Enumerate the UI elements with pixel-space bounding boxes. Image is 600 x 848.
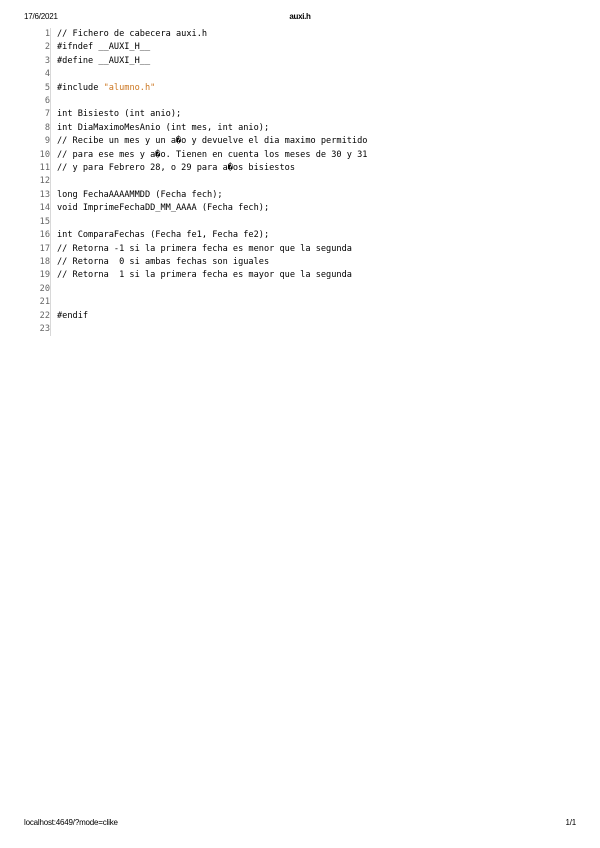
footer-page-number: 1/1	[565, 818, 576, 827]
code-row	[24, 108, 367, 121]
line-number: 15	[39, 216, 50, 227]
include-keyword: #include	[57, 82, 104, 93]
code-row	[24, 283, 367, 296]
line-number: 17	[39, 243, 50, 254]
code-text: // Fichero de cabecera auxi.h	[57, 29, 208, 39]
code-text: int DiaMaximoMesAnio (int mes, int anio);	[57, 122, 270, 133]
code-text-include	[57, 82, 367, 95]
code-text: // Retorna 1 si la primera fecha es mayor que la segunda	[57, 270, 352, 281]
code-text: #define __AUXI_H__	[57, 55, 151, 66]
line-number: 13	[39, 189, 50, 200]
code-body	[24, 28, 367, 336]
code-row	[24, 310, 367, 323]
line-number: 11	[39, 163, 50, 174]
code-table	[24, 28, 367, 336]
code-row	[24, 122, 367, 135]
code-row	[24, 162, 367, 175]
code-row	[24, 256, 367, 269]
line-number: 1	[44, 29, 50, 39]
code-row	[24, 41, 367, 54]
code-row	[24, 243, 367, 256]
line-number: 12	[39, 176, 50, 187]
code-row	[24, 149, 367, 162]
line-number: 5	[44, 82, 50, 93]
code-row	[24, 229, 367, 242]
code-text	[57, 283, 367, 296]
code-row	[24, 216, 367, 229]
code-row	[24, 296, 367, 309]
line-number: 20	[39, 283, 50, 294]
print-header	[24, 12, 576, 26]
code-text: // para ese mes y a�o. Tienen en cuenta los meses de 30 y 31	[57, 149, 368, 160]
code-text: long FechaAAAAMMDD (Fecha fech);	[57, 189, 223, 200]
code-text: #ifndef __AUXI_H__	[57, 42, 151, 53]
line-number: 7	[44, 109, 50, 120]
code-row	[24, 189, 367, 202]
print-footer	[24, 818, 576, 830]
code-text: int Bisiesto (int anio);	[57, 109, 182, 120]
line-number: 10	[39, 149, 50, 160]
document-title: auxi.h	[289, 12, 311, 21]
code-row	[24, 175, 367, 188]
line-number: 21	[39, 297, 50, 308]
line-number: 4	[44, 69, 50, 80]
code-row	[24, 95, 367, 108]
include-path: "alumno.h"	[103, 82, 156, 93]
line-number: 8	[44, 122, 50, 133]
code-row	[24, 55, 367, 68]
code-text	[57, 175, 367, 188]
code-listing	[24, 28, 576, 336]
code-row	[24, 68, 367, 81]
code-row	[24, 269, 367, 282]
code-text	[57, 323, 367, 336]
line-number: 23	[39, 323, 50, 334]
code-text: // Retorna -1 si la primera fecha es menor que la segunda	[57, 243, 352, 254]
code-text: // y para Febrero 28, o 29 para a�os bisiestos	[57, 163, 295, 174]
footer-url: localhost:4649/?mode=clike	[24, 818, 118, 827]
code-text: // Recibe un mes y un a�o y devuelve el dia maximo permitido	[57, 136, 368, 147]
line-number: 19	[39, 270, 50, 281]
line-number: 16	[39, 230, 50, 241]
code-text	[57, 68, 367, 81]
code-row	[24, 28, 367, 41]
code-text	[57, 296, 367, 309]
line-number: 18	[39, 256, 50, 267]
code-text	[57, 95, 367, 108]
code-row	[24, 82, 367, 95]
code-row	[24, 202, 367, 215]
code-text: void ImprimeFechaDD_MM_AAAA (Fecha fech);	[57, 203, 270, 214]
line-number: 14	[39, 203, 50, 214]
code-row	[24, 323, 367, 336]
code-text	[57, 216, 367, 229]
line-number: 22	[39, 310, 50, 321]
line-number: 9	[44, 136, 50, 147]
code-text: // Retorna 0 si ambas fechas son iguales	[57, 256, 270, 267]
line-number: 6	[44, 96, 50, 107]
line-number: 3	[44, 55, 50, 66]
code-text: #endif	[57, 310, 89, 321]
code-row	[24, 135, 367, 148]
line-number: 2	[44, 42, 50, 53]
print-date: 17/6/2021	[24, 12, 58, 21]
code-text: int ComparaFechas (Fecha fe1, Fecha fe2);	[57, 230, 270, 241]
